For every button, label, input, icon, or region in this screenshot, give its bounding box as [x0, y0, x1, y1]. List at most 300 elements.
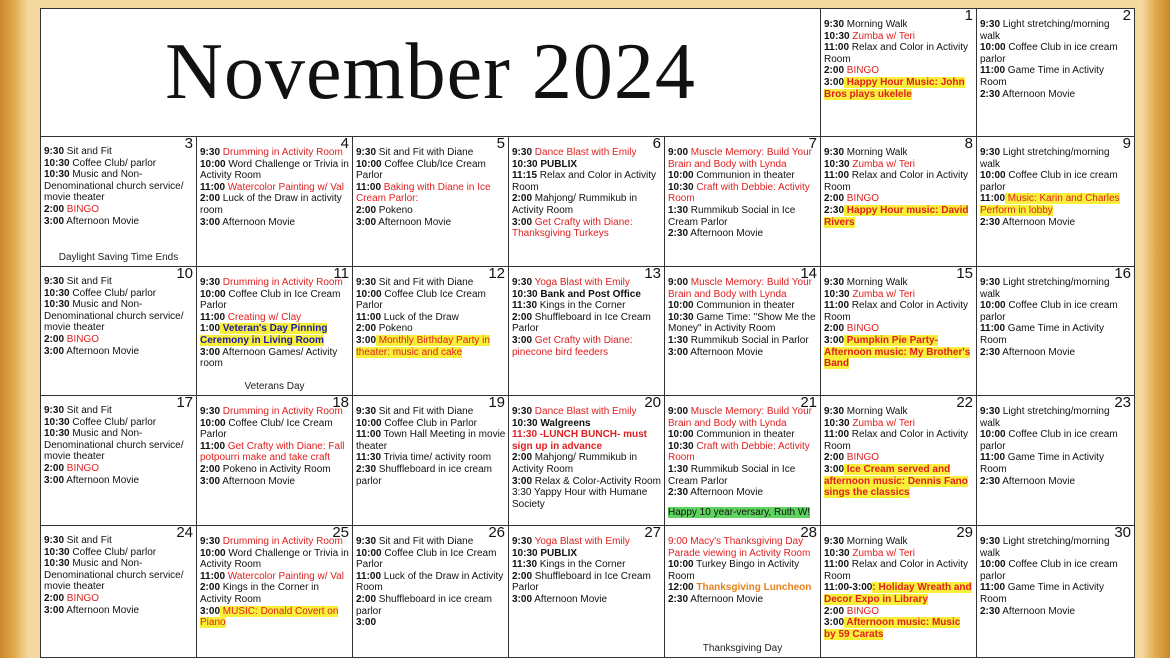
event-time: 9:30 — [200, 406, 221, 417]
day-events — [668, 277, 818, 358]
event-time: 11:30 — [512, 300, 538, 312]
month-title: November 2024 — [165, 28, 696, 116]
event-line — [824, 300, 974, 323]
event-text: Rummikub Social in Parlor — [688, 334, 809, 346]
event-line — [980, 147, 1132, 170]
event-text: Afternoon Movie — [376, 216, 452, 228]
event-time: 2:00 — [356, 204, 377, 216]
day-cell-17 — [41, 396, 197, 526]
day-events — [512, 406, 662, 510]
event-time: 12:00 — [668, 582, 694, 594]
event-line — [824, 205, 974, 228]
event-time: 9:30 — [512, 147, 533, 158]
event-time: 9:30 — [356, 147, 377, 158]
event-line — [356, 418, 506, 430]
event-time: 10:00 — [200, 547, 226, 559]
event-time: 11:00 — [200, 440, 226, 452]
event-text: Muscle Memory: Build Your Brain and Body with Lynda — [668, 406, 812, 429]
event-line — [668, 429, 818, 441]
event-line — [512, 170, 662, 193]
day-number: 19 — [488, 396, 505, 411]
event-line — [980, 476, 1132, 488]
event-text: Get Crafty with Diane: Thanksgiving Turkeys — [512, 216, 633, 240]
event-line — [44, 593, 194, 605]
event-time: 2:00 — [44, 333, 65, 345]
event-text: Afternoon music: Music by 59 Carats — [824, 617, 961, 640]
day-cell-23 — [977, 396, 1134, 526]
event-text: Kings in the Corner — [537, 300, 626, 312]
event-text: Coffee Club in Ice Cream Parlor — [356, 547, 497, 571]
holiday-note: Veterans Day — [244, 381, 305, 393]
holiday-note: Thanksgiving Day — [702, 643, 783, 655]
day-number: 29 — [956, 526, 973, 541]
event-line — [512, 536, 662, 548]
event-line — [980, 193, 1132, 216]
event-line — [200, 582, 350, 605]
event-time: 11:00 — [200, 570, 226, 582]
event-text: Baking with Diane in Ice Cream Parlor: — [356, 181, 491, 205]
event-time: 11:00 — [356, 570, 382, 582]
event-time: 2:00 — [512, 570, 533, 582]
event-text: Afternoon Movie — [688, 487, 764, 499]
event-time: 10:30 — [668, 311, 694, 323]
event-line — [824, 31, 974, 43]
event-text: Sit and Fit with Diane — [376, 277, 474, 288]
event-text: Dance Blast with Emily — [532, 147, 637, 158]
event-line — [356, 406, 506, 418]
day-events — [200, 406, 350, 487]
event-line — [824, 559, 974, 582]
event-text: Get Crafty with Diane: pinecone bird feeders — [512, 334, 633, 358]
event-time: 10:30 Bank and Post Office — [512, 288, 641, 300]
event-text: Yoga Blast with Emily — [532, 536, 630, 547]
event-line — [44, 216, 194, 228]
event-text: Afternoon Movie — [220, 216, 296, 228]
day-cell-14 — [665, 267, 821, 396]
event-time: 2:00 — [512, 452, 533, 464]
event-time: 10:00 — [980, 170, 1006, 182]
event-time: 10:30 — [44, 546, 70, 558]
event-line — [980, 406, 1132, 429]
event-line — [356, 159, 506, 182]
event-time: 9:30 — [980, 536, 1001, 547]
day-cell-13 — [509, 267, 665, 396]
day-cell-9 — [977, 137, 1134, 267]
day-events — [668, 536, 818, 606]
event-text: 11:30 -LUNCH BUNCH- must sign up in advance — [512, 429, 648, 452]
event-text: BINGO — [844, 65, 880, 77]
event-text: Get Crafty with Diane: Fall potpourri make and take craft — [200, 440, 345, 464]
event-text: Happy Hour music: David Rivers — [824, 204, 969, 228]
event-line — [356, 217, 506, 229]
event-line — [44, 204, 194, 216]
day-cell-10 — [41, 267, 197, 396]
day-cell-30 — [977, 526, 1134, 657]
event-text: Afternoon Games/ Activity room — [200, 346, 338, 370]
event-line — [668, 441, 818, 464]
event-line — [356, 147, 506, 159]
event-text: Afternoon Movie — [1000, 475, 1076, 487]
event-text: Communion in theater — [693, 429, 795, 441]
event-text: Happy Hour Music: John Bros plays ukelele — [824, 76, 965, 100]
event-text: Game Time in Activity Room — [980, 452, 1104, 475]
event-time: 3:00 — [356, 216, 377, 228]
event-time: 2:00 — [824, 65, 845, 77]
event-time: 9:30 — [980, 19, 1001, 30]
event-line — [356, 277, 506, 289]
event-text: Relax and Color in Activity Room — [824, 429, 968, 452]
event-text: Kings in the Corner in Activity Room — [200, 582, 319, 605]
event-text: Coffee Club in ice cream parlor — [980, 300, 1118, 323]
event-text: Zumba w/ Teri — [849, 158, 915, 170]
event-text: Music and Non-Denominational church service/ movie theater — [44, 169, 184, 204]
day-cell-2 — [977, 9, 1134, 137]
event-text: Drumming in Activity Room — [220, 277, 343, 288]
event-time: 10:30 — [44, 558, 70, 570]
day-cell-28 — [665, 526, 821, 657]
day-events — [824, 147, 974, 228]
event-text: Zumba w/ Teri — [849, 547, 915, 559]
event-line — [512, 559, 662, 571]
month-title-box — [41, 9, 821, 137]
event-text: Sit and Fit — [64, 405, 112, 416]
event-line — [356, 182, 506, 205]
event-text: Music and Non-Denominational church service/ movie theater — [44, 428, 184, 463]
event-line — [200, 147, 350, 159]
day-events — [44, 276, 194, 357]
event-time: 2:00 — [824, 605, 845, 617]
event-text: Drumming in Activity Room — [220, 147, 343, 158]
day-cell-6 — [509, 137, 665, 267]
event-time: 10:30 — [44, 169, 70, 181]
event-time: 10:30 Walgreens — [512, 417, 591, 429]
event-line — [44, 169, 194, 204]
event-time: 9:30 — [200, 277, 221, 288]
anniversary-note: Happy 10 year-versary, Ruth W! — [668, 506, 811, 518]
day-number: 25 — [332, 526, 349, 541]
event-line — [668, 335, 818, 347]
event-time: 11:00 — [824, 429, 850, 441]
event-line — [356, 548, 506, 571]
event-text: Trivia time/ activity room — [381, 452, 492, 464]
event-text: Relax & Color-Activity Room — [532, 475, 661, 487]
event-text: Craft with Debbie: Activity Room — [668, 181, 810, 205]
event-time: 10:30 — [824, 158, 850, 170]
event-time: 9:30 — [512, 406, 533, 417]
event-line — [980, 347, 1132, 359]
event-time: 2:00 — [512, 193, 533, 205]
event-time: 10:30 PUBLIX — [512, 547, 578, 559]
event-text: Afternoon Movie — [688, 346, 764, 358]
event-line — [356, 289, 506, 312]
event-time: 10:30 — [824, 547, 850, 559]
day-events — [824, 19, 974, 100]
event-time: 11:00 — [980, 65, 1006, 77]
event-text: Sit and Fit with Diane — [376, 536, 474, 547]
event-text: Luck of the Draw — [381, 311, 459, 323]
event-text: Relax and Color in Activity Room — [824, 42, 968, 65]
day-cell-8 — [821, 137, 977, 267]
event-text: Coffee Club/ parlor — [69, 546, 157, 558]
event-time: 11:00 — [824, 559, 850, 571]
event-line — [824, 170, 974, 193]
event-text: Watercolor Painting w/ Val — [225, 570, 344, 582]
day-cell-22 — [821, 396, 977, 526]
event-line — [200, 571, 350, 583]
event-time: 3:00 — [824, 617, 845, 629]
day-cell-29 — [821, 526, 977, 657]
day-number: 24 — [176, 526, 193, 541]
event-line — [200, 406, 350, 418]
event-time: 10:00 — [980, 429, 1006, 441]
event-time: 10:30 — [824, 288, 850, 300]
event-time: 10:00 — [980, 42, 1006, 54]
event-line — [512, 476, 662, 488]
event-line — [200, 418, 350, 441]
day-cell-24 — [41, 526, 197, 657]
day-cell-3 — [41, 137, 197, 267]
event-text: Dance Blast with Emily — [532, 406, 637, 417]
day-events — [668, 406, 818, 518]
event-line — [980, 65, 1132, 88]
event-time: 9:30 — [44, 405, 65, 416]
event-text: Morning Walk — [844, 19, 908, 30]
event-line — [200, 182, 350, 194]
event-line — [824, 464, 974, 499]
event-text: Game Time: "Show Me the Money" in Activity Room — [668, 311, 816, 335]
day-events — [824, 536, 974, 640]
event-line — [512, 159, 662, 171]
day-number: 28 — [800, 526, 817, 541]
day-events — [512, 277, 662, 358]
event-time: 10:00 — [980, 300, 1006, 312]
event-line — [44, 535, 194, 547]
event-text: Pokeno — [376, 323, 413, 335]
day-number: 2 — [1122, 9, 1131, 24]
event-text: Town Hall Meeting in movie theater — [356, 429, 506, 452]
event-time: 11:00 — [824, 170, 850, 182]
event-line — [824, 77, 974, 100]
event-time: 3:00 — [824, 334, 845, 346]
event-time: 3:00 — [44, 604, 65, 616]
event-line — [200, 193, 350, 216]
event-line — [668, 300, 818, 312]
event-line — [824, 19, 974, 31]
event-text: Muscle Memory: Build Your Brain and Body with Lynda — [668, 147, 812, 170]
event-line — [356, 429, 506, 452]
event-line — [512, 289, 662, 301]
event-line — [512, 193, 662, 216]
event-time: 3:00 — [44, 474, 65, 486]
event-line — [44, 605, 194, 617]
event-time: 2:00 — [44, 203, 65, 215]
day-events — [44, 535, 194, 616]
event-time: 9:30 — [824, 536, 845, 547]
event-time: 2:30 — [980, 216, 1001, 228]
event-time: 9:30 — [980, 147, 1001, 158]
event-text: Coffee Club in Ice Cream Parlor — [200, 288, 341, 312]
event-time: 10:00 — [668, 429, 694, 441]
event-time: 2:30 — [980, 346, 1001, 358]
event-time: 3:00 — [200, 216, 221, 228]
event-time: 10:00 — [200, 288, 226, 300]
event-time: 3:00 — [44, 215, 65, 227]
day-events — [356, 536, 506, 629]
event-time: 3:00 — [356, 334, 377, 346]
event-time: 10:30 — [824, 417, 850, 429]
event-time: 10:00 — [200, 417, 226, 429]
event-time: 2:30 — [980, 88, 1001, 100]
event-line — [44, 334, 194, 346]
event-time: 11:00 — [200, 181, 226, 193]
event-line — [668, 582, 818, 594]
event-time: 9:30 — [44, 276, 65, 287]
event-time: 11:00 — [824, 300, 850, 312]
event-line — [512, 312, 662, 335]
event-text: Relax and Color in Activity Room — [824, 559, 968, 582]
event-time: 10:30 — [44, 299, 70, 311]
day-events — [200, 147, 350, 228]
event-time: 10:30 — [44, 416, 70, 428]
event-line — [824, 193, 974, 205]
event-time: 9:30 — [356, 277, 377, 288]
event-time: 9:30 — [824, 147, 845, 158]
event-time: 11:00 — [980, 452, 1006, 464]
event-line — [356, 205, 506, 217]
day-events — [980, 147, 1132, 228]
event-text: Game Time in Activity Room — [980, 582, 1104, 605]
event-time: 11:00 — [980, 582, 1006, 594]
day-number: 22 — [956, 396, 973, 411]
event-text: BINGO — [844, 193, 880, 205]
event-text: Zumba w/ Teri — [849, 288, 915, 300]
event-time: 3:00 — [668, 346, 689, 358]
day-cell-4 — [197, 137, 353, 267]
event-text: BINGO — [844, 452, 880, 464]
event-text: Relax and Color in Activity Room — [824, 300, 968, 323]
event-line — [824, 42, 974, 65]
event-text: Word Challenge or Trivia in Activity Room — [200, 158, 349, 182]
event-time: 10:00 — [980, 559, 1006, 571]
event-line — [44, 547, 194, 559]
event-text: Afternoon Movie — [220, 475, 296, 487]
day-number: 4 — [340, 137, 349, 152]
event-line — [356, 312, 506, 324]
event-time: 9:30 — [980, 277, 1001, 288]
event-line — [668, 536, 818, 559]
day-number: 17 — [176, 396, 193, 411]
event-line — [512, 300, 662, 312]
day-number: 7 — [808, 137, 817, 152]
event-text: Morning Walk — [844, 147, 908, 158]
event-line — [824, 582, 974, 605]
event-time: 2:00 — [824, 323, 845, 335]
event-text: Coffee Club/ Ice Cream Parlor — [200, 417, 333, 441]
day-number: 11 — [333, 267, 349, 282]
event-time: 9:30 — [200, 147, 221, 158]
event-text: MUSIC: Donald Covert on Piano — [200, 605, 339, 629]
event-line — [668, 147, 818, 170]
event-time: 3:00 — [512, 593, 533, 605]
event-time: 11:00 — [824, 42, 850, 54]
event-line — [824, 548, 974, 560]
event-line — [200, 323, 350, 346]
event-text: Sit and Fit — [64, 276, 112, 287]
day-number: 15 — [956, 267, 973, 282]
event-time: 9:30 — [824, 277, 845, 288]
event-text: Veteran's Day Pinning Ceremony in Living Room — [200, 323, 328, 346]
event-time: 9:30 — [512, 536, 533, 547]
day-events — [980, 19, 1132, 100]
event-time: 10:30 — [668, 181, 694, 193]
event-time: 10:00 — [668, 300, 694, 312]
event-line — [512, 487, 662, 510]
event-text: Light stretching/morning walk — [980, 277, 1110, 300]
event-line — [200, 277, 350, 289]
event-text: Sit and Fit with Diane — [376, 406, 474, 417]
event-text: Thanksgiving Luncheon — [693, 582, 812, 594]
event-line — [512, 406, 662, 418]
day-events — [44, 405, 194, 486]
event-time: 3:00 — [824, 463, 845, 475]
event-line — [980, 559, 1132, 582]
event-line — [200, 441, 350, 464]
event-line — [668, 277, 818, 300]
event-time: 2:30 — [668, 228, 689, 240]
event-line — [200, 217, 350, 229]
event-line — [512, 335, 662, 358]
event-line — [824, 406, 974, 418]
event-text: Shuffleboard in Ice Cream Parlor — [512, 570, 651, 594]
day-number: 3 — [184, 137, 193, 152]
day-cell-1 — [821, 9, 977, 137]
day-cell-27 — [509, 526, 665, 657]
event-line — [356, 617, 506, 629]
day-cell-11 — [197, 267, 353, 396]
event-time: 1:30 — [668, 463, 689, 475]
event-text: Afternoon Movie — [688, 228, 764, 240]
event-line — [44, 299, 194, 334]
event-text: Afternoon Movie — [64, 474, 140, 486]
day-cell-12 — [353, 267, 509, 396]
event-text: Relax and Color in Activity Room — [512, 170, 656, 193]
event-text: Luck of the Draw in activity room — [200, 193, 342, 216]
day-number: 18 — [332, 396, 349, 411]
event-text: Coffee Club/ parlor — [69, 416, 157, 428]
event-text: Kings in the Corner — [537, 559, 626, 571]
event-text: Creating w/ Clay — [225, 311, 302, 323]
event-line — [824, 147, 974, 159]
event-line — [44, 417, 194, 429]
event-line — [824, 335, 974, 370]
event-line — [356, 323, 506, 335]
event-text: Light stretching/morning walk — [980, 19, 1110, 42]
event-text: Coffee Club in ice cream parlor — [980, 429, 1118, 452]
event-time: 2:00 — [824, 452, 845, 464]
event-text: Coffee Club in ice cream parlor — [980, 170, 1118, 193]
event-text: Afternoon Movie — [64, 604, 140, 616]
event-text: BINGO — [64, 462, 100, 474]
day-cell-25 — [197, 526, 353, 657]
event-line — [980, 323, 1132, 346]
day-events — [824, 277, 974, 370]
event-line — [200, 536, 350, 548]
event-time: 9:30 — [44, 146, 65, 157]
event-line — [44, 276, 194, 288]
event-text: 9:00 Macy's Thanksgiving Day Parade viewing in Activity Room — [668, 536, 811, 559]
event-line — [44, 346, 194, 358]
event-time: 11:00 — [980, 193, 1006, 205]
